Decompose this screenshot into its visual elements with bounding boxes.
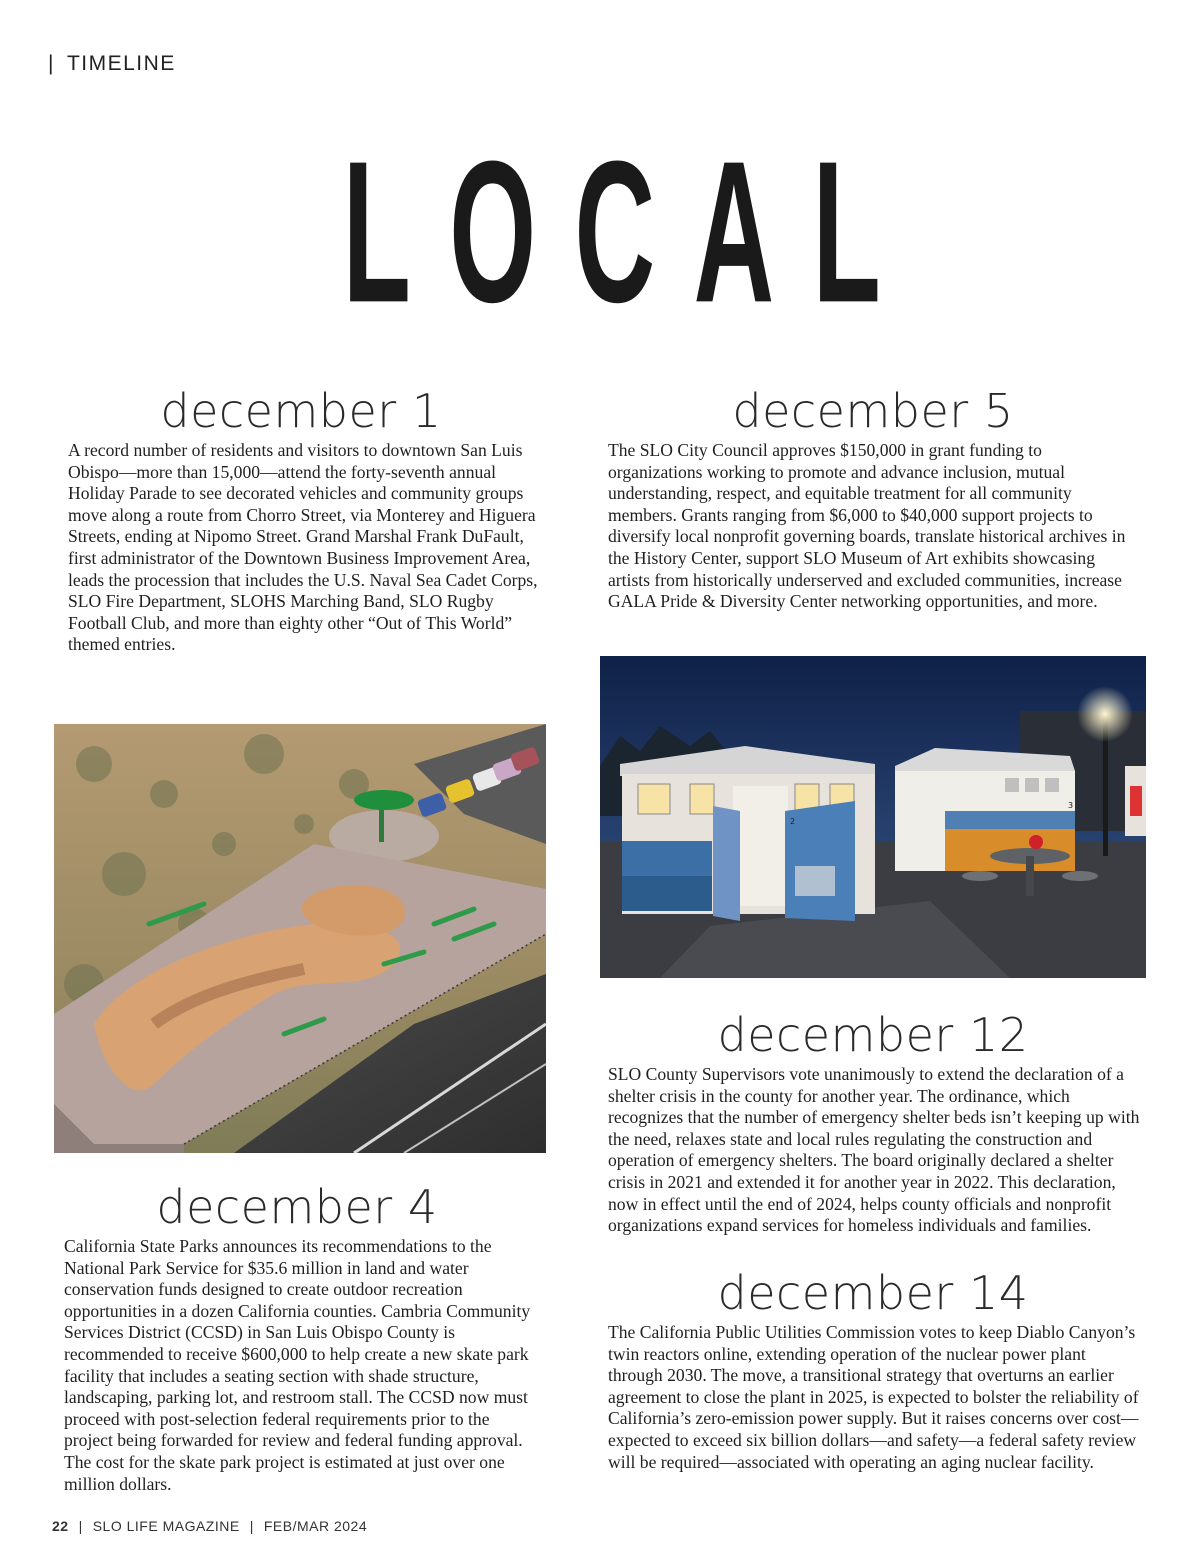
page-number: 22 [52, 1518, 69, 1534]
footer-separator-2: | [249, 1518, 254, 1534]
shelter-unit-2 [620, 746, 875, 921]
shade-structure [354, 790, 414, 810]
section-name: TIMELINE [66, 52, 176, 75]
magazine-name: SLO LIFE MAGAZINE [92, 1518, 240, 1534]
entry-date-dec-14: december 14 [717, 1266, 1029, 1320]
entry-text-dec-14: The California Public Utilities Commission votes to keep Diablo Canyon’s twin reactors online, extending operation of the nuclear power plant through 2030. The move, a transitional strategy that overturns an earlier agreement to close the plant in 2025, is expected to bolster the reliability of California’s zero-emission power supply. But it raises concerns over cost—expected to exceed six billion dollars—and safety—a federal safety review will be required—associated with operating an aging nuclear facility. [608, 1322, 1139, 1472]
section-label [48, 52, 176, 76]
entry-date-dec-5: december 5 [732, 384, 1014, 438]
entry-date-dec-4: december 4 [156, 1180, 438, 1234]
shelter-units-illustration [600, 656, 1146, 978]
street-light [1077, 686, 1133, 742]
section-divider: | [48, 52, 55, 75]
entry-text-dec-12: SLO County Supervisors vote unanimously to extend the declaration of a shelter crisis in the county for another year. The ordinance, which recognizes that the number of emergency shelter beds isn’t keeping up with the need, relaxes state and local rules regulating the construction and operation of emergency shelters. The board originally declared a shelter crisis in 2021 and extended it for another year in 2022. This declaration, now in effect until the end of 2024, helps county officials and nonprofit organizations expand services for homeless individuals and families. [608, 1064, 1140, 1236]
entry-text-dec-5: The SLO City Council approves $150,000 in grant funding to organizations working to promote and advance inclusion, mutual understanding, respect, and equitable treatment for all community members. Grants ranging from $6,000 to $40,000 support projects to diversify local nonprofit governing boards, translate historical archives in the History Center, support SLO Museum of Art exhibits showcasing artists from historically underserved and excluded communities, increase GALA Pride & Diversity Center networking opportunities, and more. [608, 440, 1126, 612]
page-footer [52, 1518, 367, 1534]
entry-text-dec-1: A record number of residents and visitors to downtown San Luis Obispo—more than 15,000—attend the forty-seventh annual Holiday Parade to see decorated vehicles and community groups move along a route from Chorro Street, via Monterey and Higuera Streets, ending at Nipomo Street. Grand Marshal Frank DuFault, first administrator of the Downtown Business Improvement Area, leads the procession that includes the U.S. Naval Sea Cadet Corps, SLO Fire Department, SLOHS Marching Band, SLO Rugby Football Club, and more than eighty other “Out of This World” themed entries. [68, 440, 538, 655]
entry-date-dec-12: december 12 [717, 1008, 1029, 1062]
page-title-text: LOCAL [342, 119, 920, 345]
unit-number-2: 2 [790, 817, 796, 826]
skate-park-rendering-photo [54, 724, 546, 1153]
issue-date: FEB/MAR 2024 [263, 1518, 368, 1534]
skate-park-illustration [54, 724, 546, 1153]
unit-number-3: 3 [1068, 801, 1074, 810]
page-title [0, 118, 1200, 348]
entry-text-dec-4: California State Parks announces its recommendations to the National Park Service for $35.6 million in land and water conservation funds designed to create outdoor recreation opportunities in a dozen California counties. Cambria Community Services District (CCSD) in San Luis Obispo County is recommended to receive $600,000 to help create a new skate park facility that includes a seating section with shade structure, landscaping, parking lot, and restroom stall. The CCSD now must proceed with post-selection federal requirements prior to the project being forwarded for review and federal funding approval. The cost for the skate park project is estimated at just over one million dollars. [64, 1236, 531, 1494]
entry-date-dec-1: december 1 [160, 384, 442, 438]
footer-separator: | [78, 1518, 83, 1534]
shelter-units-photo [600, 656, 1146, 978]
